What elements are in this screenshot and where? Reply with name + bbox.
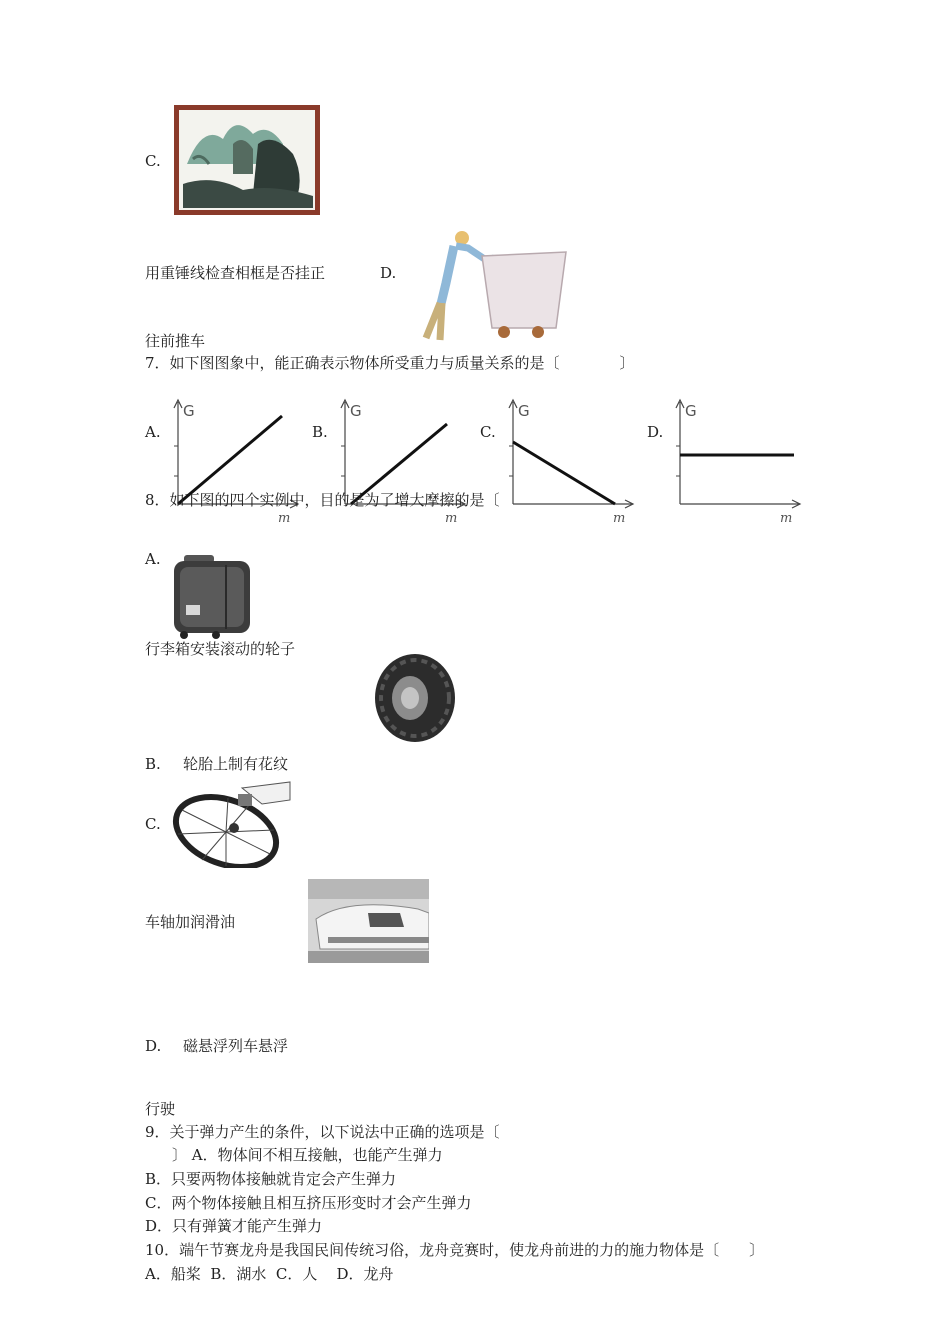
q10-options: A．船桨 B．湖水 C．人 D．龙舟 <box>145 1265 394 1283</box>
graph-a-x-label: m <box>278 511 291 526</box>
q7-option-b-letter: B. <box>312 423 328 441</box>
q8-option-d-caption-1: 磁悬浮列车悬浮 <box>183 1037 289 1055</box>
graph-b-y-label: G <box>350 402 362 420</box>
graph-d-y-label: G <box>685 402 697 420</box>
graph-d-x-label: m <box>780 511 793 526</box>
q9-option-b: B．只要两物体接触就肯定会产生弹力 <box>145 1170 397 1188</box>
maglev-train-image <box>308 879 429 963</box>
q9-stem: 9．关于弹力产生的条件，以下说法中正确的选项是〔 <box>145 1123 500 1141</box>
suitcase-image <box>170 553 255 641</box>
q8-stem: 8．如下图的四个实例中，目的是为了增大摩擦的是〔 <box>145 491 500 509</box>
q8-option-a-letter: A. <box>145 550 161 568</box>
graph-c-line <box>513 442 615 504</box>
q7-option-c-letter: C. <box>480 423 496 441</box>
graph-b-x-label: m <box>445 511 458 526</box>
q10-stem: 10．端午节赛龙舟是我国民间传统习俗，龙舟竞赛时，使龙舟前进的力的施力物体是〔 〕 <box>145 1241 765 1259</box>
person-pushing-cart-image <box>406 228 571 344</box>
q6-option-c-caption: 用重锤线检查相框是否挂正 <box>145 264 326 282</box>
q7-stem: 7．如下图图象中，能正确表示物体所受重力与质量关系的是〔 〕 <box>145 354 635 372</box>
graph-c-y-label: G <box>518 402 530 420</box>
q8-option-b-caption: 轮胎上制有花纹 <box>183 755 289 773</box>
q8-option-d-caption-2: 行驶 <box>145 1100 176 1118</box>
q8-option-c-caption: 车轴加润滑油 <box>145 913 236 931</box>
q9-option-c: C．两个物体接触且相互挤压形变时才会产生弹力 <box>145 1194 472 1212</box>
q6-option-d-letter: D. <box>380 264 397 282</box>
q6-option-c-letter: C. <box>145 152 161 170</box>
q9-option-a: 〕 A．物体间不相互接触，也能产生弹力 <box>172 1146 443 1164</box>
q7-option-d-letter: D. <box>647 423 664 441</box>
graph-c-x-label: m <box>613 511 626 526</box>
tire-image <box>372 652 458 744</box>
bicycle-wheel-oiling-image <box>172 780 292 868</box>
graph-a-y-label: G <box>183 402 195 420</box>
graph-c <box>505 396 645 526</box>
landscape-painting-frame-image <box>173 104 321 216</box>
q7-option-a-letter: A. <box>145 423 161 441</box>
q8-option-a-caption: 行李箱安装滚动的轮子 <box>145 640 296 658</box>
graph-d <box>672 396 812 526</box>
q6-option-d-caption: 往前推车 <box>145 332 206 350</box>
q8-option-b-letter: B. <box>145 755 161 773</box>
q9-option-d: D．只有弹簧才能产生弹力 <box>145 1217 323 1235</box>
q8-option-c-letter: C. <box>145 815 161 833</box>
q8-option-d-letter: D. <box>145 1037 162 1055</box>
